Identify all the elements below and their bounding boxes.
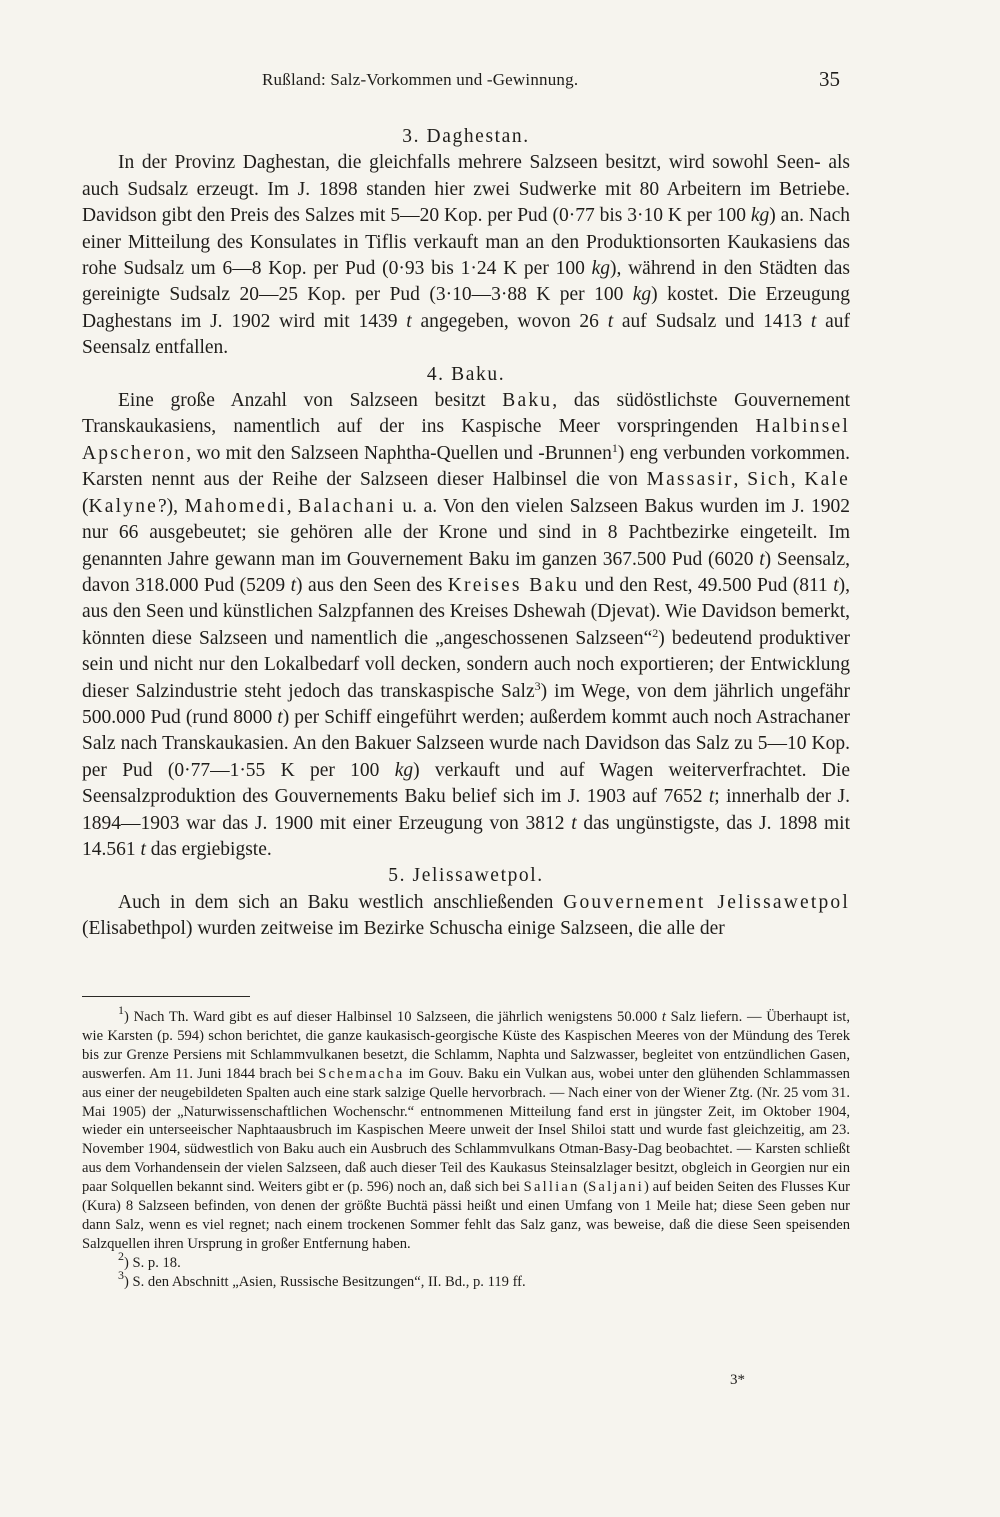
- footnote-2: $^2$) S. p. 18.: [118, 1248, 181, 1271]
- footnote-ref-3: 3: [534, 678, 541, 693]
- signature-mark: 3*: [730, 1372, 745, 1388]
- paragraph-jelissawetpol: Auch in dem sich an Baku westlich anschließenden Gouvernement Jelissawetpol (Elisabethpol) wurden zeitweise im Bezirke Schuscha einige Salzseen, die alle der: [82, 891, 851, 940]
- section-heading-jelissawetpol: 5. Jelissawetpol.: [388, 865, 544, 887]
- footnote-ref-1: 1: [611, 440, 618, 455]
- page-number: 35: [819, 67, 840, 91]
- section-heading-baku: 4. Baku.: [426, 363, 506, 385]
- footnote-1: $^1$) Nach Th. Ward gibt es auf dieser Halbinsel 10 Salzseen, die jährlich wenigstens 50.000 t Salz liefern. — Überhaupt ist, wie Karsten (p. 594) schon berichtet, die ganze kaukasisch-georgische Küste des Kaspischen Meeres von der Mündung des Terek bis zur Grenze Persiens mit Schlammvulkanen besetzt, die Schlamm, Naphta und Salzwasser, begleitet von entzündlichen Gasen, auswerfen. Am 11. Juni 1844 brach bei Schemacha im Gouv. Baku ein Vulkan aus, wobei unter den glühenden Schlammassen aus einer der neugebildeten Spalten auch eine stark salzige Quelle hervorbrach. — Nach einer von der Wiener Ztg. (Nr. 25 vom 31. Mai 1905) der „Naturwissenschaftlichen Wochenschr.“ entnommenen Mitteilung fand erst in jüngster Zeit, im Oktober 1904, wieder ein unterseeischer Naphtaausbruch im Kaspischen Meere unweit der Insel Shiloi statt und wurde fast gleichzeitig, am 23. November 1904, südwestlich von Baku auch ein Ausbruch des Schlammvulkans Otman-Basy-Dag beobachtet. — Karsten schließt aus dem Vorhandensein der vielen Salzseen, daß auch dieser Teil des Kaukasus Steinsalzlager besitzt, obgleich in Georgien nur ein paar Solquellen bekannt sind. Weiters gibt er (p. 596) noch an, daß sich bei Sallian (Saljani) auf beiden Seiten des Flusses Kur (Kura) 8 Salzseen befinden, von denen der größte Buchtä pässi heißt und einen Umfang von 1 Meile hat; diese Seen geben nur dann Salz, wenn es viel regnet; nach einem trockenen Sommer fehlt das Salz ganz, was beweise, daß die diese Seen speisenden Salzquellen ihren Ursprung in großer Entfernung haben.: [82, 1003, 851, 1252]
- footnote-3: $^3$) S. den Abschnitt „Asien, Russische Besitzungen“, II. Bd., p. 119 ff.: [118, 1267, 526, 1290]
- paragraph-baku: Eine große Anzahl von Salzseen besitzt Baku, das südöstlichste Gouvernement Transkaukasiens, namentlich auf der ins Kaspische Meer vorspringenden Halbinsel Apscheron, wo mit den Salzseen Naphtha-Quellen und -Brunnen$^1$) eng verbunden vorkommen. Karsten nennt aus der Reihe der Salzseen dieser Halbinsel die von Massasir, Sich, Kale (Kalyne?), Mahomedi, Balachani u. a. Von den vielen Salzseen Bakus wurden im J. 1902 nur 66 ausgebeutet; sie gehören alle der Krone und sind in 8 Pachtbezirke eingeteilt. Im genannten Jahre gewann man im Gouvernement Baku im ganzen 367.500 Pud (6020 t) Seensalz, davon 318.000 Pud (5209 t) aus den Seen des Kreises Baku und den Rest, 49.500 Pud (811 t), aus den Seen und künstlichen Salzpfannen des Kreises Dshewah (Djevat). Wie Davidson bemerkt, könnten diese Salzseen und namentlich die „angeschossenen Salzseen“$^2$) bedeutend produktiver sein und nicht nur den Lokalbedarf voll decken, sondern auch noch exportieren; der Entwicklung dieser Salzindustrie steht jedoch das transkaspische Salz$^3$) im Wege, von dem jährlich ungefähr 500.000 Pud (rund 8000 t) per Schiff eingeführt werden; außerdem kommt auch noch Astrachaner Salz nach Transkaukasien. An den Bakuer Salzseen wurde nach Davidson das Salz zu 5—10 Kop. per Pud (0·77—1·55 K per 100 kg) verkauft und auf Wagen weiterverfrachtet. Die Seensalzproduktion des Gouvernements Baku belief sich im J. 1903 auf 7652 t; innerhalb der J. 1894—1903 war das J. 1900 mit einer Erzeugung von 3812 t das ungünstigste, das J. 1898 mit 14.561 t das ergiebigste.: [82, 390, 851, 860]
- footnotes: [82, 1003, 851, 1292]
- footnote-divider: [82, 996, 250, 997]
- main-text: [82, 124, 850, 943]
- footnote-ref-2: 2: [652, 625, 659, 640]
- running-head: [262, 67, 840, 96]
- paragraph-daghestan: In der Provinz Daghestan, die gleichfalls mehrere Salzseen besitzt, wird sowohl Seen- als auch Sudsalz erzeugt. Im J. 1898 standen hier zwei Sudwerke mit 80 Arbeitern im Betriebe. Davidson gibt den Preis des Salzes mit 5—20 Kop. per Pud (0·77 bis 3·10 K per 100 kg) an. Nach einer Mitteilung des Konsulates in Tiflis verkauft man an den Produktionsorten Kaukasiens das rohe Sudsalz um 6—8 Kop. per Pud (0·93 bis 1·24 K per 100 kg), während in den Städten das gereinigte Sudsalz 20—25 Kop. per Pud (3·10—3·88 K per 100 kg) kostet. Die Erzeugung Daghestans im J. 1902 wird mit 1439 t angegeben, wovon 26 t auf Sudsalz und 1413 t auf Seensalz entfallen.: [82, 152, 851, 359]
- running-title: Rußland: Salz-Vorkommen und -Gewinnung.: [262, 70, 579, 89]
- section-heading-daghestan: 3. Daghestan.: [402, 126, 530, 147]
